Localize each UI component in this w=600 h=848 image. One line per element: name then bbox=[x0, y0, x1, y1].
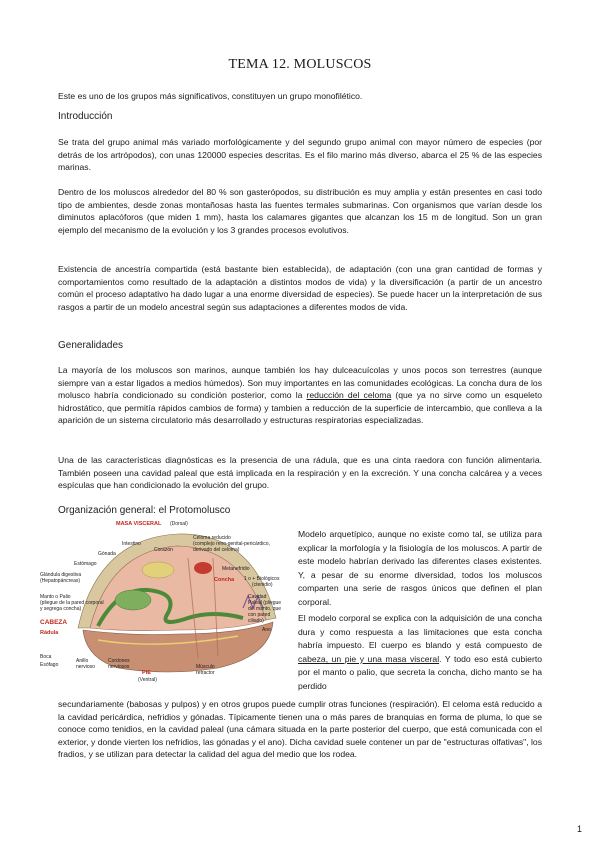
label-celoma-3: derivado del celoma) bbox=[193, 547, 240, 553]
paragraph: Se trata del grupo animal más variado morfológicamente y del segundo grupo animal con mayor número de especies (por detrás de los artrópodos), con unas 120000 especies descritas. Es el filo marino más diverso, abarca el 25 % de las especies marinas. bbox=[58, 137, 542, 173]
label-manto-2: (pliegue de la pared corporal bbox=[40, 600, 104, 606]
digestive-gland bbox=[115, 590, 151, 610]
heading-introduccion: Introducción bbox=[58, 111, 113, 122]
label-esofago: Esófago bbox=[40, 662, 59, 668]
label-biologico: 1 o + Biológicos bbox=[244, 576, 280, 582]
heart bbox=[194, 562, 212, 574]
label-corazon: Corazón bbox=[154, 547, 173, 553]
label-cordones: Cordones bbox=[108, 658, 130, 664]
label-concha: Concha bbox=[214, 577, 235, 583]
label-glandula: Glándula digestiva bbox=[40, 572, 82, 578]
heading-generalidades: Generalidades bbox=[58, 340, 124, 351]
label-anillo-2: nervioso bbox=[76, 664, 95, 670]
label-metanefridio: Metanefridio bbox=[222, 566, 250, 572]
paragraph: Dentro de los moluscos alrededor del 80 % son gasterópodos, su distribución es muy amplia y están presentes en casi todo tipo de ambientes, desde zonas montañosas hasta las fuentes termales submarinas. Con organismos que varían desde los diminutos aplacóforos (que miden 1 mm), hasta los calamares gigantes que alcanzan los 15 m de longitud. Son un gran ejemplo del mecanismo de la evolución y los 3 grandes procesos evolutivos. bbox=[58, 187, 542, 235]
intro-line: Este es uno de los grupos más significativos, constituyen un grupo monofilético. bbox=[58, 91, 363, 101]
label-glandula-2: (Hepatopáncreas) bbox=[40, 578, 81, 584]
label-estomago: Estómago bbox=[74, 561, 97, 567]
label-pie: PIE bbox=[142, 670, 151, 676]
protomollusc-diagram bbox=[38, 518, 290, 690]
label-radula: Rádula bbox=[40, 630, 59, 636]
label-celoma: Celoma reducido bbox=[193, 535, 231, 541]
label-celoma-2: (complejo reno-genital-pericárdico, bbox=[193, 541, 270, 547]
label-ano: Ano bbox=[262, 627, 271, 633]
label-ventral: (Ventral) bbox=[138, 677, 157, 683]
label-manto: Manto o Palio bbox=[40, 594, 71, 600]
label-boca: Boca bbox=[40, 654, 52, 660]
gonad bbox=[142, 562, 174, 578]
label-musculo-2: retractor bbox=[196, 670, 215, 676]
paragraph: secundariamente (babosas y pulpos) y en otros grupos puede cumplir otras funciones (respiración). El celoma está reducido a la cavidad pericárdica, nefridios y gónadas. Típicamente tienen una o más pares de branquias en forma de pluma, lo que se conoce como tenidios, en la cavidad paleal (una cámara situada en la parte posterior del cuerpo, que está comunicada con el exterior, y donde vierten los nefridios, las gónadas y el ano). Dicha cavidad suele contener un par de "estructuras olfativas", los fradios, y se utilizan para detectar la calidad del agua del medio que los rodea. bbox=[58, 699, 542, 760]
underlined-term: reducción del celoma bbox=[306, 390, 392, 401]
text-run: . Y todo eso está cubierto por el manto o palio, que secreta la concha, dicho manto se ha perdido bbox=[298, 653, 542, 691]
paragraph bbox=[58, 364, 542, 427]
label-dorsal: (Dorsal) bbox=[170, 521, 188, 527]
label-anillo: Anillo bbox=[76, 658, 89, 664]
label-biologico-2: (ctenidio) bbox=[252, 582, 273, 588]
paragraph: Existencia de ancestría compartida (está bastante bien establecida), de adaptación (con una gran cantidad de formas y comportamientos como resultado de la adaptación a distintos modos de vida) y la diversificación (a partir de un ancestro común el proceso adaptativo ha dado lugar a una enorme diversidad de especies). Se puede hacer un la interpretación de sus rasgos a partir de un modelo ancestral según sus adaptaciones a diferentes modos de vida. bbox=[58, 264, 542, 312]
paragraph: Una de las características diagnósticas es la presencia de una rádula, que es una cinta raedora con función alimentaria. También poseen una cavidad paleal que está implicada en la respiración y en la excreción. Y una concha calcárea y a veces espículas que han condicionado la evolución del grupo. bbox=[58, 455, 542, 491]
label-cavidad: Cavidad bbox=[248, 594, 267, 600]
label-musculo: Músculo bbox=[196, 664, 215, 670]
text-run: El modelo corporal se explica con la adquisición de una concha dura y como respuesta a las limitaciones que esta concha habría impuesto. El cuerpo es blando y está compuesto de bbox=[298, 613, 542, 651]
label-intestino: Intestino bbox=[122, 541, 141, 547]
text-run: La mayoría de los moluscos son marinos, aunque también los hay dulceacuícolas y unos pocos son terrestres (aunque siempre van a estar ligados a medios húmedos). Son muy importantes en las comunidades ecológicas. La concha dura de los molusco habría condicionado su condición posterior, como la bbox=[58, 365, 542, 401]
page-title: TEMA 12. MOLUSCOS bbox=[228, 57, 372, 72]
underlined-term: cabeza, un pie y una masa visceral bbox=[298, 653, 440, 664]
label-cavidad-5: ciliado) bbox=[248, 618, 264, 624]
label-cavidad-3: del manto, que bbox=[248, 606, 282, 612]
label-cavidad-4: con pared bbox=[248, 612, 271, 618]
label-cabeza: CABEZA bbox=[40, 619, 68, 626]
label-gonada: Gónada bbox=[98, 551, 116, 557]
label-cavidad-2: Paleal (pliegue bbox=[248, 600, 282, 606]
label-cordones-2: nerviosos bbox=[108, 664, 130, 670]
paragraph-right: Modelo arquetípico, aunque no existe como tal, se utiliza para explicar la morfología y la fisiología de los moluscos. A partir de este modelo habrían derivado las diferentes clases existentes. Y, a pesar de su enorme diversidad, todos los moluscos comparten una serie de rasgos únicos que definen el plan corporal. bbox=[298, 529, 542, 607]
page-number: 1 bbox=[576, 824, 582, 834]
text-run: (que ya no sirve como un esqueleto hidrostático, que permitía rápidos cambios de forma) y tambien a reducción de la superficie de intercambio, que conlleva a la aparición de un sistema circulatorio más desarrollado y estructuras respiratorias especializadas. bbox=[58, 390, 542, 426]
paragraph-right bbox=[298, 612, 542, 694]
label-masa-visceral: MASA VISCERAL bbox=[116, 521, 162, 527]
label-manto-3: y segrega concha) bbox=[40, 606, 82, 612]
heading-protomolusco: Organización general: el Protomolusco bbox=[58, 505, 231, 516]
